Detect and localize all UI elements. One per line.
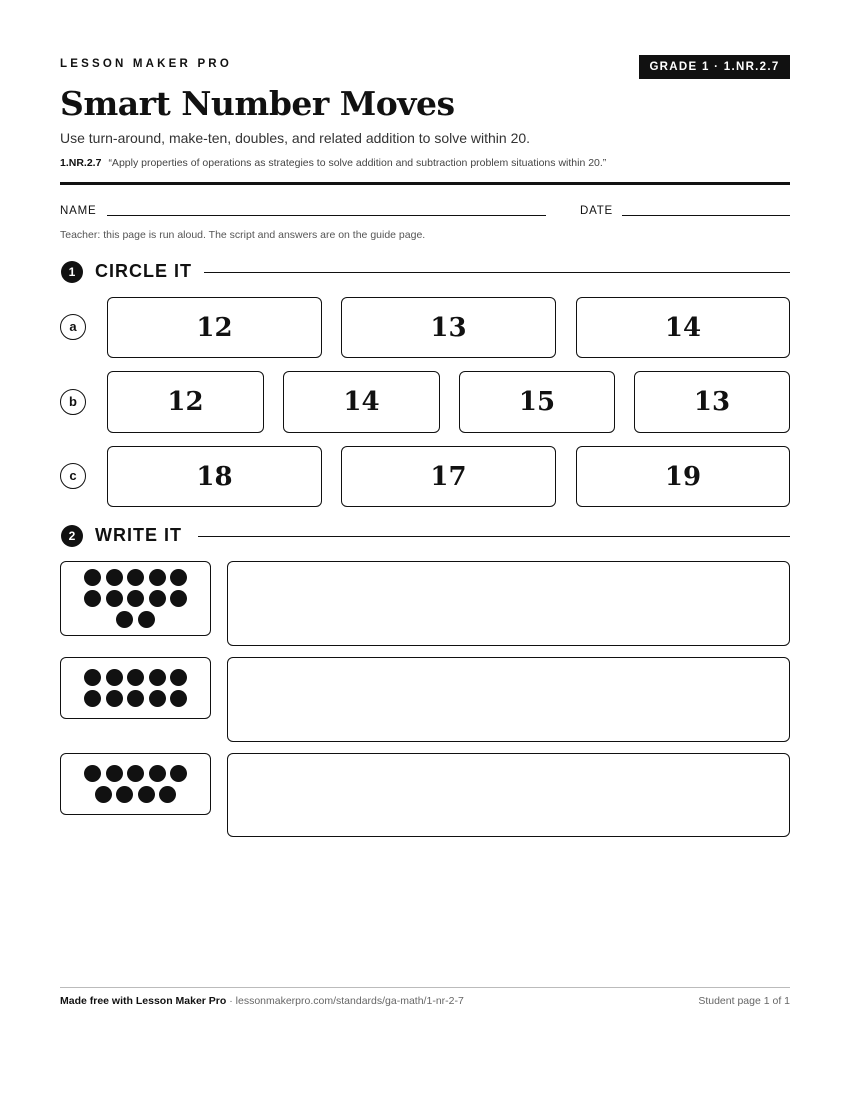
section-1-divider [204,272,790,273]
footer-url: · lessonmakerpro.com/standards/ga-math/1-nr-2-7 [226,995,464,1007]
page-title: Smart Number Moves [60,84,455,123]
choice-box[interactable]: 15 [459,371,615,433]
header-divider [60,182,790,185]
row-label-a: a [60,314,86,340]
counter-dot [127,569,144,586]
choice-box[interactable]: 12 [107,297,322,358]
page-subtitle: Use turn-around, make-ten, doubles, and related addition to solve within 20. [60,130,531,146]
counter-dot [170,590,187,607]
dot-card [60,753,211,815]
footer-divider [60,987,790,988]
section-1-number: 1 [61,261,83,283]
counter-dot [159,786,176,803]
counter-dot [149,690,166,707]
counter-dot [116,786,133,803]
standard-line [60,157,606,169]
section-2-title: WRITE IT [95,525,182,545]
choice-box[interactable]: 12 [107,371,264,433]
counter-dot [127,690,144,707]
answer-box[interactable] [227,753,790,837]
counter-dot [149,669,166,686]
date-label: DATE [580,205,614,217]
choice-box[interactable]: 14 [283,371,440,433]
dot-card [60,561,211,636]
footer-page-number: Student page 1 of 1 [698,995,790,1007]
counter-dot [106,669,123,686]
counter-dot [95,786,112,803]
counter-dot [84,690,101,707]
grade-standard-badge: GRADE 1 · 1.NR.2.7 [639,55,790,79]
choice-box[interactable]: 14 [576,297,790,358]
counter-dot [84,669,101,686]
choice-box[interactable]: 17 [341,446,556,507]
footer-credit [60,995,464,1007]
standard-code: 1.NR.2.7 [60,157,102,169]
date-field[interactable] [622,215,790,216]
row-label-b: b [60,389,86,415]
counter-dot [170,765,187,782]
counter-dot [84,569,101,586]
choice-box[interactable]: 13 [634,371,790,433]
counter-dot [84,765,101,782]
counter-dot [170,569,187,586]
choice-box[interactable]: 18 [107,446,322,507]
counter-dot [149,569,166,586]
counter-dot [106,590,123,607]
counter-dot [138,786,155,803]
counter-dot [127,669,144,686]
answer-box[interactable] [227,657,790,742]
section-2-divider [198,536,790,537]
choice-box[interactable]: 19 [576,446,790,507]
standard-text: “Apply properties of operations as strategies to solve addition and subtraction problem situations within 20.” [108,157,607,169]
counter-dot [149,590,166,607]
counter-dot [170,690,187,707]
name-label: NAME [60,205,97,217]
brand-name: LESSON MAKER PRO [60,58,232,70]
section-1-title: CIRCLE IT [95,261,192,281]
section-2-number: 2 [61,525,83,547]
counter-dot [106,765,123,782]
row-label-c: c [60,463,86,489]
answer-box[interactable] [227,561,790,646]
counter-dot [106,569,123,586]
counter-dot [84,590,101,607]
counter-dot [116,611,133,628]
counter-dot [170,669,187,686]
footer-made-with: Made free with Lesson Maker Pro [60,995,227,1007]
counter-dot [127,765,144,782]
counter-dot [149,765,166,782]
teacher-note: Teacher: this page is run aloud. The script and answers are on the guide page. [60,229,426,241]
counter-dot [138,611,155,628]
dot-card [60,657,211,719]
counter-dot [127,590,144,607]
counter-dot [106,690,123,707]
name-field[interactable] [107,215,546,216]
choice-box[interactable]: 13 [341,297,556,358]
